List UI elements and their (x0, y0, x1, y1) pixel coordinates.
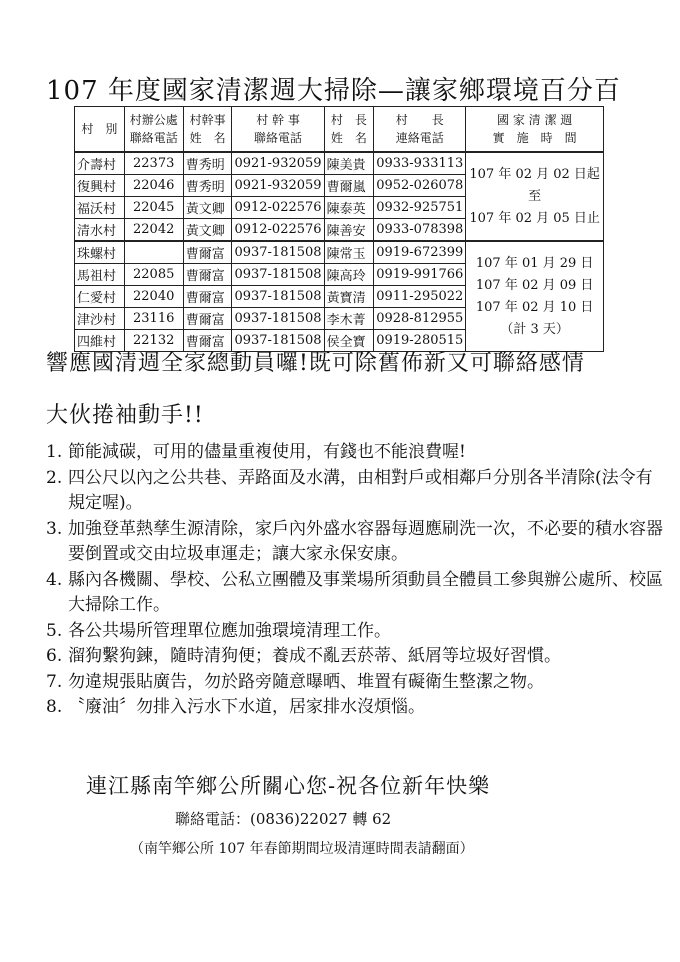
table-header-row (75, 107, 604, 153)
table-cell: 22085 (124, 264, 183, 286)
header-text: 連絡電話 (395, 131, 444, 145)
schedule-table (74, 106, 604, 352)
table-cell: 珠螺村 (75, 241, 125, 264)
item-number: 2. (46, 467, 63, 488)
date-text: （計 3 天） (500, 321, 569, 337)
header-text: 村 幹 事 (256, 113, 300, 127)
header-text: 聯絡電話 (254, 131, 303, 145)
item-number: 7. (46, 671, 63, 692)
table-cell: 曹爾嵐 (324, 175, 374, 197)
table-cell: 0952-026078 (374, 175, 466, 197)
date-cell (466, 152, 604, 241)
table-cell: 22373 (124, 152, 183, 175)
header-text: 村幹事 (189, 113, 226, 127)
table-cell: 22045 (124, 197, 183, 219)
footnote: （南竿鄉公所 107 年春節期間垃圾清運時間表請翻面） (130, 841, 474, 857)
header-text: 聯絡電話 (129, 131, 178, 145)
slogan-line-2: 大伙捲袖動手!! (46, 403, 204, 428)
header-cell (374, 107, 466, 153)
table-cell: 0921-932059 (232, 175, 324, 197)
header-text: 國 家 清 潔 週 (497, 113, 573, 127)
item-text: 〝廢油〞勿排入污水下水道，居家排水沒煩惱。 (68, 697, 425, 717)
header-cell (124, 107, 183, 153)
table-cell: 0937-181508 (232, 241, 324, 264)
table-cell: 0919-672399 (374, 241, 466, 264)
table-cell: 四維村 (75, 330, 125, 352)
item-text: 各公共場所管理單位應加強環境清理工作。 (68, 620, 391, 641)
table-cell: 陳常玉 (324, 241, 374, 264)
table-cell: 0933-933113 (374, 152, 466, 175)
item-number: 1. (46, 442, 63, 462)
list-item (46, 568, 666, 619)
table-cell: 津沙村 (75, 308, 125, 330)
table-cell: 侯全寶 (324, 330, 374, 352)
header-text: 姓 名 (189, 131, 226, 145)
table-cell: 介壽村 (75, 152, 125, 175)
date-text: 107 年 02 月 09 日 (475, 277, 594, 293)
table-cell: 0932-925751 (374, 197, 466, 219)
item-text: 四公尺以內之公共巷、弄路面及水溝，由相對戶或相鄰戶分別各半清除(法令有規定喔)。 (68, 467, 653, 513)
table-cell: 曹秀明 (183, 175, 232, 197)
table-cell: 福沃村 (75, 197, 125, 219)
table-cell: 0937-181508 (232, 264, 324, 286)
table-cell: 復興村 (75, 175, 125, 197)
item-number: 5. (46, 620, 63, 641)
item-number: 4. (46, 569, 63, 590)
header-cell (75, 107, 125, 153)
table-cell: 0911-295022 (374, 286, 466, 308)
item-number: 3. (46, 518, 63, 539)
table-cell: 22132 (124, 330, 183, 352)
item-text: 節能減碳，可用的儘量重複使用，有錢也不能浪費喔! (68, 442, 466, 462)
table-cell: 0919-991766 (374, 264, 466, 286)
table-cell: 0912-022576 (232, 219, 324, 242)
table-cell: 曹爾富 (183, 264, 232, 286)
list-item (46, 644, 666, 670)
header-text: 村辦公處 (129, 113, 178, 127)
list-item (46, 466, 666, 517)
table-cell: 0933-078398 (374, 219, 466, 242)
date-cell (466, 241, 604, 352)
item-text: 勿違規張貼廣告，勿於路旁隨意曝晒、堆置有礙衛生整潔之物。 (68, 671, 544, 692)
header-text: 實 施 時 間 (492, 131, 577, 145)
header-cell (324, 107, 374, 153)
list-item (46, 695, 666, 721)
table-cell: 0937-181508 (232, 286, 324, 308)
table-cell: 0928-812955 (374, 308, 466, 330)
list-item (46, 517, 666, 568)
list-item (46, 670, 666, 696)
table-cell (124, 241, 183, 264)
list-item (46, 440, 666, 466)
table-cell: 馬祖村 (75, 264, 125, 286)
table-cell: 黃文卿 (183, 197, 232, 219)
header-text: 姓 名 (330, 131, 367, 145)
header-text: 村 長 (330, 113, 367, 127)
table-row (75, 241, 604, 264)
table-cell: 0937-181508 (232, 308, 324, 330)
item-number: 6. (46, 646, 63, 666)
table-cell: 0937-181508 (232, 330, 324, 352)
table-cell: 仁愛村 (75, 286, 125, 308)
date-text: 107 年 02 月 02 日起 (469, 166, 600, 182)
table-cell: 曹爾富 (183, 330, 232, 352)
item-text: 縣內各機關、學校、公私立團體及事業場所須動員全體員工參與辦公處所、校區大掃除工作。 (68, 569, 663, 615)
header-cell (466, 107, 604, 153)
item-text: 加強登革熱孳生源清除，家戶內外盛水容器每週應刷洗一次，不必要的積水容器要倒置或交由垃圾車運走；讓大家永保安康。 (68, 518, 663, 564)
date-text: 107 年 01 月 29 日 (475, 255, 594, 271)
item-text: 溜狗繫狗鍊，隨時清狗便；養成不亂丟菸蒂、紙屑等垃圾好習慣。 (68, 646, 561, 666)
table-row (75, 152, 604, 175)
table-cell: 0912-022576 (232, 197, 324, 219)
date-text: 至 (528, 188, 542, 204)
header-text: 村 別 (81, 122, 118, 136)
table-cell: 0921-932059 (232, 152, 324, 175)
table-cell: 22042 (124, 219, 183, 242)
notice-list (46, 440, 666, 721)
list-item (46, 619, 666, 645)
date-text: 107 年 02 月 05 日止 (469, 210, 600, 226)
header-cell (232, 107, 324, 153)
table-cell: 李木菁 (324, 308, 374, 330)
slogan-line-1: 響應國清週全家總動員囉!既可除舊佈新又可聯絡感情 (46, 351, 585, 376)
footer-greeting: 連江縣南竿鄉公所關心您-祝各位新年快樂 (86, 774, 491, 798)
table-cell: 陳善安 (324, 219, 374, 242)
table-cell: 曹爾富 (183, 286, 232, 308)
table-cell: 黃寶清 (324, 286, 374, 308)
table-cell: 曹爾富 (183, 241, 232, 264)
table-cell: 22046 (124, 175, 183, 197)
item-number: 8. (46, 697, 63, 717)
page-title: 107 年度國家清潔週大掃除—讓家鄉環境百分百 (46, 76, 621, 106)
table-cell: 22040 (124, 286, 183, 308)
table-cell: 陳美貴 (324, 152, 374, 175)
table-cell: 0919-280515 (374, 330, 466, 352)
table-cell: 陳泰英 (324, 197, 374, 219)
table-cell: 23116 (124, 308, 183, 330)
contact-phone: 聯絡電話：(0836)22027 轉 62 (175, 810, 392, 828)
table-cell: 曹秀明 (183, 152, 232, 175)
date-text: 107 年 02 月 10 日 (475, 299, 594, 315)
header-text: 村 長 (395, 113, 444, 127)
table-cell: 陳高玲 (324, 264, 374, 286)
table-cell: 曹爾富 (183, 308, 232, 330)
table-cell: 黃文卿 (183, 219, 232, 242)
table-cell: 清水村 (75, 219, 125, 242)
header-cell (183, 107, 232, 153)
